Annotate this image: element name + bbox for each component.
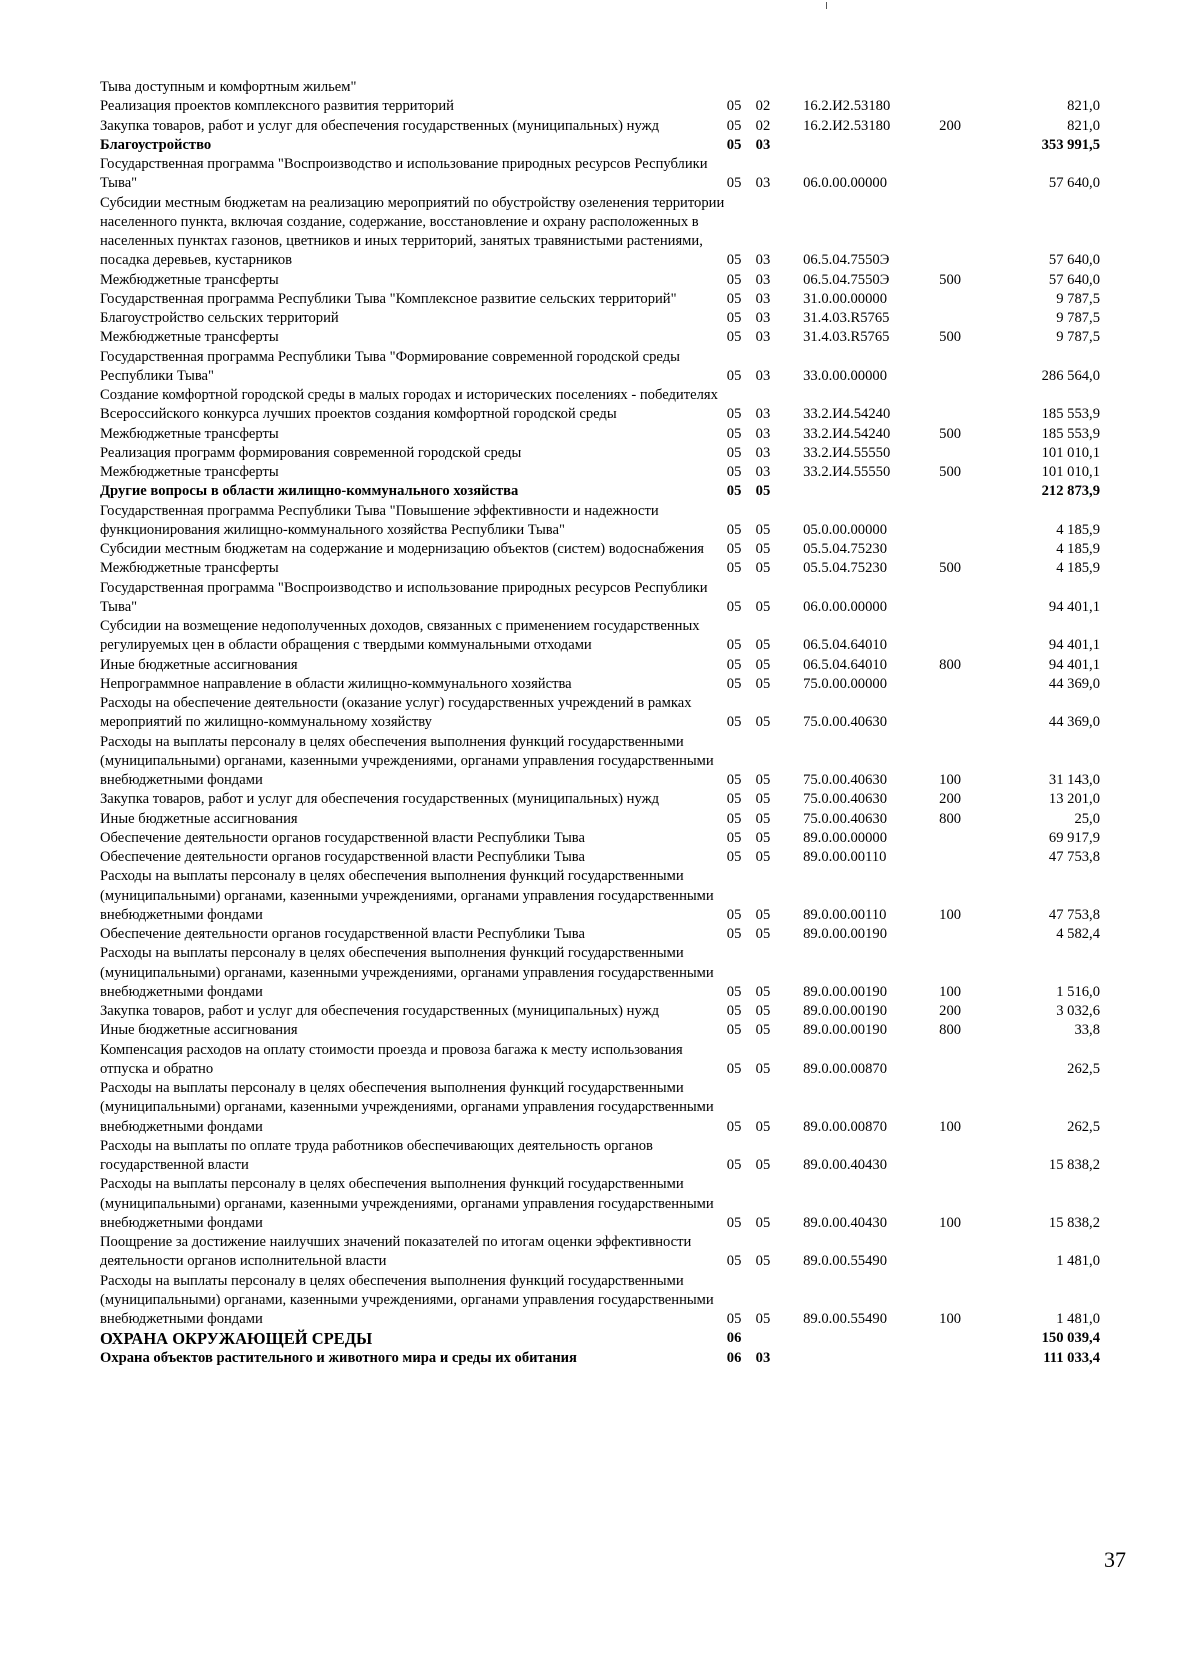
row-section-code: 05 [726, 906, 742, 923]
row-expense-type [939, 386, 1011, 425]
row-expense-type: 100 [939, 1311, 962, 1327]
row-name: Расходы на выплаты персоналу в целях обеспечения выполнения функций государственными (муниципальными) органами, казенными учреждениями, органами управления государственными внебюджетными фондами [100, 868, 714, 923]
row-amount: 262,5 [1067, 1060, 1100, 1077]
row-section-code: 05 [726, 637, 742, 654]
table-row [100, 694, 1100, 733]
row-section-code: 05 [726, 1253, 742, 1270]
row-section-code: 05 [726, 675, 742, 692]
row-name: Расходы на выплаты персоналу в целях обеспечения выполнения функций государственными (муниципальными) органами, казенными учреждениями, органами управления государственными внебюджетными фондами [100, 733, 714, 788]
budget-table [100, 78, 1100, 1368]
row-section-code: 05 [726, 367, 742, 384]
row-name: Иные бюджетные ассигнования [100, 810, 298, 827]
row-amount: 185 553,9 [1041, 406, 1100, 423]
row-amount: 4 185,9 [1056, 541, 1100, 557]
table-row [100, 540, 1100, 559]
row-amount: 94 401,1 [1048, 598, 1100, 615]
row-name: Закупка товаров, работ и услуг для обеспечения государственных (муниципальных) нужд [100, 1003, 660, 1019]
row-subsection-code: 03 [755, 252, 771, 269]
row-target-article: 33.2.И4.55550 [803, 444, 891, 461]
row-subsection-code: 05 [755, 656, 771, 673]
table-row [100, 117, 1100, 136]
row-section-code: 05 [726, 464, 742, 480]
row-name: Благоустройство [100, 136, 212, 153]
row-name: Обеспечение деятельности органов государственной власти Республики Тыва [100, 926, 585, 942]
row-section-code: 05 [726, 791, 742, 808]
row-target-article: 75.0.00.40630 [803, 714, 887, 731]
row-name: Поощрение за достижение наилучших значений показателей по итогам оценки эффективности деятельности органов исполнительной власти [100, 1234, 692, 1270]
row-subsection-code: 05 [755, 714, 771, 731]
row-name: Расходы на выплаты персоналу в целях обеспечения выполнения функций государственными (муниципальными) органами, казенными учреждениями, органами управления государственными внебюджетными фондами [100, 1080, 714, 1135]
table-row [100, 656, 1100, 675]
row-name: Межбюджетные трансферты [100, 560, 279, 577]
row-name: Другие вопросы в области жилищно-коммунального хозяйства [100, 483, 519, 500]
row-name: Расходы на выплаты персоналу в целях обеспечения выполнения функций государственными (муниципальными) органами, казенными учреждениями, органами управления государственными внебюджетными фондами [100, 945, 714, 1000]
row-amount: 47 753,8 [1048, 906, 1100, 923]
row-amount: 44 369,0 [1048, 714, 1100, 731]
row-target-article: 06.5.04.64010 [803, 656, 887, 673]
row-name: Закупка товаров, работ и услуг для обеспечения государственных (муниципальных) нужд [100, 791, 660, 808]
row-subsection-code: 05 [755, 637, 771, 654]
row-name: Расходы на обеспечение деятельности (оказание услуг) государственных учреждений в рамках мероприятий по жилищно-коммунальному хозяйству [100, 695, 692, 731]
row-amount: 212 873,9 [1041, 483, 1100, 500]
row-subsection-code: 03 [755, 290, 771, 307]
row-section-code: 05 [726, 1060, 742, 1077]
row-expense-type: 200 [939, 791, 962, 808]
row-amount: 44 369,0 [1048, 675, 1100, 692]
row-target-article: 05.0.00.00000 [803, 521, 887, 538]
row-subsection-code: 05 [755, 1214, 771, 1231]
row-expense-type [939, 97, 1011, 116]
row-name: Государственная программа "Воспроизводство и использование природных ресурсов Республики Тыва" [100, 156, 708, 192]
row-name: Государственная программа "Воспроизводство и использование природных ресурсов Республики Тыва" [100, 579, 708, 615]
table-row [100, 1079, 1100, 1137]
row-target-article: 75.0.00.40630 [803, 791, 887, 808]
row-amount: 94 401,1 [1048, 637, 1100, 654]
table-row [100, 1175, 1100, 1233]
row-expense-type: 500 [939, 464, 962, 480]
row-expense-type [939, 348, 1011, 387]
row-target-article: 89.0.00.00110 [803, 906, 887, 923]
row-section-code: 05 [726, 714, 742, 731]
row-subsection-code: 05 [755, 1022, 771, 1039]
table-row [100, 136, 1100, 155]
row-expense-type [939, 675, 1011, 694]
row-subsection-code: 05 [755, 1253, 771, 1270]
row-amount: 353 991,5 [1041, 136, 1100, 153]
row-section-code: 05 [726, 175, 742, 192]
row-target-article: 75.0.00.00000 [803, 675, 887, 692]
row-target-article: 89.0.00.55490 [803, 1311, 887, 1327]
row-name: Обеспечение деятельности органов государственной власти Республики Тыва [100, 829, 585, 846]
row-name: Субсидии на возмещение недополученных доходов, связанных с применением государственных регулируемых цен в области обращения с твердыми коммунальными отходами [100, 618, 700, 654]
row-amount: 1 481,0 [1056, 1253, 1100, 1270]
row-section-code: 06 [726, 1349, 742, 1366]
row-target-article: 89.0.00.40430 [803, 1157, 887, 1173]
table-row [100, 97, 1100, 116]
row-target-article [803, 78, 939, 97]
row-target-article: 89.0.00.00870 [803, 1118, 887, 1135]
row-section-code [727, 78, 756, 97]
row-subsection-code: 05 [755, 772, 771, 788]
row-expense-type: 500 [939, 329, 962, 346]
row-expense-type [939, 502, 1011, 541]
row-amount: 9 787,5 [1056, 290, 1100, 307]
row-name: Государственная программа Республики Тыва "Комплексное развитие сельских территорий" [100, 290, 677, 307]
row-target-article [803, 136, 939, 155]
row-amount: 286 564,0 [1041, 367, 1100, 384]
row-amount: 821,0 [1067, 98, 1100, 115]
row-subsection-code: 05 [755, 598, 771, 615]
row-expense-type [939, 155, 1011, 194]
row-amount: 1 516,0 [1056, 983, 1100, 1000]
row-expense-type: 500 [939, 271, 962, 288]
row-expense-type [939, 1233, 1011, 1272]
row-target-article [803, 1329, 939, 1348]
row-subsection-code: 03 [755, 175, 771, 192]
row-subsection-code: 03 [755, 444, 771, 461]
row-subsection-code: 05 [755, 1003, 771, 1019]
row-target-article: 31.4.03.R5765 [803, 310, 890, 326]
row-expense-type [939, 194, 1011, 271]
row-target-article: 31.0.00.00000 [803, 290, 887, 307]
row-amount: 25,0 [1074, 810, 1100, 827]
row-target-article: 16.2.И2.53180 [803, 117, 891, 134]
row-name: Расходы на выплаты по оплате труда работников обеспечивающих деятельность органов государственной власти [100, 1137, 653, 1173]
row-amount: 101 010,1 [1041, 444, 1100, 461]
row-amount: 9 787,5 [1056, 310, 1100, 326]
table-row [100, 1233, 1100, 1272]
row-section-code: 05 [726, 541, 742, 557]
row-section-code: 05 [726, 598, 742, 615]
table-row [100, 309, 1100, 328]
table-row [100, 502, 1100, 541]
row-subsection-code: 05 [755, 829, 771, 846]
row-target-article: 31.4.03.R5765 [803, 329, 890, 346]
row-expense-type: 800 [939, 656, 962, 673]
row-subsection-code: 05 [755, 1060, 771, 1077]
row-name: Государственная программа Республики Тыва "Повышение эффективности и надежности функционирования жилищно-коммунального хозяйства Республики Тыва" [100, 502, 659, 538]
table-row [100, 848, 1100, 867]
row-target-article: 75.0.00.40630 [803, 772, 887, 788]
row-expense-type [939, 309, 1011, 328]
row-subsection-code: 05 [755, 849, 771, 865]
table-row [100, 675, 1100, 694]
row-amount: 3 032,6 [1056, 1003, 1100, 1019]
row-amount: 150 039,4 [1041, 1330, 1100, 1347]
row-section-code: 05 [726, 329, 742, 346]
table-row [100, 733, 1100, 791]
row-expense-type: 500 [939, 560, 962, 577]
row-amount: 111 033,4 [1043, 1349, 1100, 1366]
row-subsection-code: 05 [755, 810, 771, 827]
row-expense-type [939, 290, 1011, 309]
table-row [100, 78, 1100, 97]
row-expense-type: 800 [939, 1022, 962, 1039]
row-target-article: 06.0.00.00000 [803, 598, 887, 615]
row-section-code: 05 [726, 136, 742, 153]
row-target-article: 89.0.00.40430 [803, 1214, 887, 1231]
scan-mark [826, 2, 827, 9]
row-expense-type: 800 [939, 810, 962, 827]
row-subsection-code: 05 [755, 560, 771, 577]
row-name: Создание комфортной городской среды в малых городах и исторических поселениях - победителях Всероссийского конкурса лучших проектов создания комфортной городской среды [100, 387, 718, 423]
row-target-article: 75.0.00.40630 [803, 810, 887, 827]
row-target-article: 05.5.04.75230 [803, 560, 887, 577]
row-section-code: 05 [726, 1003, 742, 1019]
table-row [100, 194, 1100, 271]
table-row [100, 1272, 1100, 1330]
row-section-code: 05 [726, 1311, 742, 1327]
row-amount: 185 553,9 [1041, 425, 1100, 442]
row-name: Реализация программ формирования современной городской среды [100, 444, 522, 461]
row-expense-type [939, 579, 1011, 618]
row-target-article: 06.5.04.64010 [803, 637, 887, 654]
row-amount: 57 640,0 [1048, 252, 1100, 269]
row-target-article: 33.2.И4.54240 [803, 425, 891, 442]
row-amount: 262,5 [1067, 1118, 1100, 1135]
row-name: ОХРАНА ОКРУЖАЮЩЕЙ СРЕДЫ [100, 1329, 373, 1349]
row-expense-type: 200 [939, 1003, 962, 1019]
table-row [100, 944, 1100, 1002]
row-name: Расходы на выплаты персоналу в целях обеспечения выполнения функций государственными (муниципальными) органами, казенными учреждениями, органами управления государственными внебюджетными фондами [100, 1272, 714, 1327]
row-amount: 821,0 [1067, 117, 1100, 134]
row-amount: 15 838,2 [1048, 1214, 1100, 1231]
row-section-code: 05 [726, 560, 742, 577]
row-name: Иные бюджетные ассигнования [100, 656, 298, 673]
row-expense-type: 100 [939, 906, 962, 923]
row-expense-type: 100 [939, 1214, 962, 1231]
table-row [100, 328, 1100, 347]
row-expense-type: 100 [939, 772, 962, 788]
row-section-code: 05 [726, 252, 742, 269]
table-row [100, 867, 1100, 925]
row-name: Межбюджетные трансферты [100, 329, 279, 346]
row-expense-type [939, 1137, 1011, 1176]
row-expense-type [939, 848, 1011, 867]
row-amount: 57 640,0 [1048, 175, 1100, 192]
row-expense-type [939, 925, 1011, 944]
table-row [100, 1021, 1100, 1040]
table-row [100, 271, 1100, 290]
row-target-article: 33.2.И4.55550 [803, 464, 891, 480]
row-expense-type [939, 136, 1011, 155]
table-row [100, 925, 1100, 944]
table-row [100, 810, 1100, 829]
row-section-code: 05 [726, 1118, 742, 1135]
budget-table-body [100, 78, 1100, 1368]
page-number: 37 [1104, 1547, 1126, 1572]
row-amount: 47 753,8 [1048, 849, 1100, 865]
row-expense-type [939, 482, 1011, 501]
row-name: Межбюджетные трансферты [100, 464, 279, 480]
table-row [100, 1002, 1100, 1021]
row-section-code: 05 [726, 98, 742, 115]
row-section-code: 06 [726, 1330, 742, 1347]
row-target-article [803, 482, 939, 501]
row-name: Расходы на выплаты персоналу в целях обеспечения выполнения функций государственными (муниципальными) органами, казенными учреждениями, органами управления государственными внебюджетными фондами [100, 1176, 714, 1231]
row-expense-type: 100 [939, 983, 962, 1000]
table-row [100, 155, 1100, 194]
row-amount: 4 185,9 [1056, 560, 1100, 577]
row-name: Межбюджетные трансферты [100, 271, 279, 288]
row-subsection-code: 03 [755, 136, 771, 153]
row-subsection-code: 05 [755, 521, 771, 538]
budget-document-page [100, 78, 1100, 1368]
row-amount: 69 917,9 [1048, 829, 1100, 846]
row-name: Иные бюджетные ассигнования [100, 1022, 298, 1039]
row-expense-type [939, 78, 1011, 97]
row-target-article: 05.5.04.75230 [803, 541, 887, 557]
row-amount: 94 401,1 [1048, 656, 1100, 673]
table-row [100, 1137, 1100, 1176]
row-section-code: 05 [726, 290, 742, 307]
row-section-code: 05 [726, 406, 742, 423]
row-section-code: 05 [726, 849, 742, 865]
row-target-article: 06.0.00.00000 [803, 175, 887, 192]
row-target-article: 89.0.00.00190 [803, 1003, 887, 1019]
table-row [100, 1349, 1100, 1368]
row-expense-type: 200 [939, 117, 962, 134]
row-section-code: 05 [726, 829, 742, 846]
row-expense-type: 500 [939, 425, 962, 442]
table-row [100, 463, 1100, 482]
row-subsection-code: 03 [755, 329, 771, 346]
row-expense-type [939, 1329, 1011, 1348]
row-section-code: 05 [726, 656, 742, 673]
table-row [100, 444, 1100, 463]
row-section-code: 05 [726, 444, 742, 461]
row-section-code: 05 [726, 810, 742, 827]
row-section-code: 05 [726, 117, 742, 134]
row-subsection-code: 05 [755, 926, 771, 942]
row-target-article: 89.0.00.00110 [803, 849, 887, 865]
row-section-code: 05 [726, 425, 742, 442]
row-subsection-code: 03 [755, 464, 771, 480]
row-subsection-code: 05 [755, 1157, 771, 1173]
row-amount [1011, 78, 1100, 97]
row-name: Реализация проектов комплексного развития территорий [100, 98, 454, 115]
table-row [100, 790, 1100, 809]
row-target-article: 89.0.00.00190 [803, 1022, 887, 1039]
row-section-code: 05 [726, 483, 742, 500]
row-amount: 57 640,0 [1048, 271, 1100, 288]
row-amount: 9 787,5 [1056, 329, 1100, 346]
row-expense-type [939, 1349, 1011, 1368]
row-target-article: 89.0.00.00190 [803, 983, 887, 1000]
row-subsection-code: 05 [755, 483, 771, 500]
table-row [100, 425, 1100, 444]
row-subsection-code [756, 1329, 803, 1348]
row-target-article: 06.5.04.7550Э [803, 271, 890, 288]
row-section-code: 05 [726, 310, 742, 326]
row-section-code: 05 [726, 271, 742, 288]
row-target-article: 89.0.00.00000 [803, 829, 887, 846]
row-name: Непрограммное направление в области жилищно-коммунального хозяйства [100, 675, 572, 692]
row-subsection-code: 05 [755, 983, 771, 1000]
row-name: Благоустройство сельских территорий [100, 310, 339, 326]
row-subsection-code: 05 [755, 906, 771, 923]
row-name: Государственная программа Республики Тыва "Формирование современной городской среды Республики Тыва" [100, 348, 680, 384]
row-subsection-code: 05 [755, 1118, 771, 1135]
row-amount: 4 582,4 [1056, 926, 1100, 942]
row-subsection-code: 03 [755, 406, 771, 423]
row-subsection-code: 02 [755, 117, 771, 134]
row-name: Компенсация расходов на оплату стоимости проезда и провоза багажа к месту использования отпуска и обратно [100, 1041, 683, 1077]
row-section-code: 05 [726, 1157, 742, 1173]
row-name: Обеспечение деятельности органов государственной власти Республики Тыва [100, 849, 585, 865]
row-target-article: 06.5.04.7550Э [803, 252, 890, 269]
row-amount: 33,8 [1074, 1022, 1100, 1039]
row-target-article: 33.2.И4.54240 [803, 406, 891, 423]
row-subsection-code: 03 [755, 425, 771, 442]
row-target-article: 89.0.00.55490 [803, 1253, 887, 1270]
table-row [100, 290, 1100, 309]
table-row [100, 1041, 1100, 1080]
row-subsection-code: 03 [755, 310, 771, 326]
row-subsection-code [756, 78, 803, 97]
table-row [100, 348, 1100, 387]
row-subsection-code: 05 [755, 541, 771, 557]
row-name: Межбюджетные трансферты [100, 425, 279, 442]
row-name: Охрана объектов растительного и животного мира и среды их обитания [100, 1349, 577, 1366]
row-amount: 15 838,2 [1048, 1157, 1100, 1173]
row-amount: 1 481,0 [1056, 1311, 1100, 1327]
row-expense-type [939, 829, 1011, 848]
row-section-code: 05 [726, 1022, 742, 1039]
row-subsection-code: 03 [755, 271, 771, 288]
row-section-code: 05 [726, 926, 742, 942]
row-amount: 101 010,1 [1041, 464, 1100, 480]
table-row [100, 829, 1100, 848]
row-name: Субсидии местным бюджетам на реализацию мероприятий по обустройству озеленения территории населенного пункта, включая создание, содержание, восстановление и охрану расположенных в населенных пунктах газонов, цветников и иных территорий, занятых травянистыми растениями, посадка деревьев, кустарников [100, 194, 725, 269]
table-row [100, 482, 1100, 501]
row-section-code: 05 [726, 1214, 742, 1231]
row-subsection-code: 03 [755, 1349, 771, 1366]
row-expense-type [939, 1041, 1011, 1080]
row-name: Субсидии местным бюджетам на содержание и модернизацию объектов (систем) водоснабжения [100, 541, 705, 557]
row-name: Тыва доступным и комфортным жильем" [100, 79, 357, 95]
row-target-article: 89.0.00.00870 [803, 1060, 887, 1077]
row-target-article: 33.0.00.00000 [803, 367, 887, 384]
row-target-article [803, 1349, 939, 1368]
row-expense-type [939, 617, 1011, 656]
row-amount: 31 143,0 [1048, 772, 1100, 788]
table-row [100, 386, 1100, 425]
row-amount: 13 201,0 [1048, 791, 1100, 808]
row-subsection-code: 05 [755, 791, 771, 808]
row-subsection-code: 03 [755, 367, 771, 384]
table-row [100, 617, 1100, 656]
table-row [100, 579, 1100, 618]
row-subsection-code: 05 [755, 675, 771, 692]
row-amount: 4 185,9 [1056, 521, 1100, 538]
row-expense-type [939, 444, 1011, 463]
row-target-article: 16.2.И2.53180 [803, 98, 891, 115]
row-section-code: 05 [726, 983, 742, 1000]
row-section-code: 05 [726, 521, 742, 538]
row-section-code: 05 [726, 772, 742, 788]
row-expense-type [939, 540, 1011, 559]
row-name: Закупка товаров, работ и услуг для обеспечения государственных (муниципальных) нужд [100, 117, 660, 134]
row-expense-type [939, 694, 1011, 733]
table-row [100, 1329, 1100, 1348]
row-target-article: 89.0.00.00190 [803, 926, 887, 942]
row-expense-type: 100 [939, 1118, 962, 1135]
row-subsection-code: 05 [755, 1311, 771, 1327]
table-row [100, 559, 1100, 578]
row-subsection-code: 02 [755, 98, 771, 115]
